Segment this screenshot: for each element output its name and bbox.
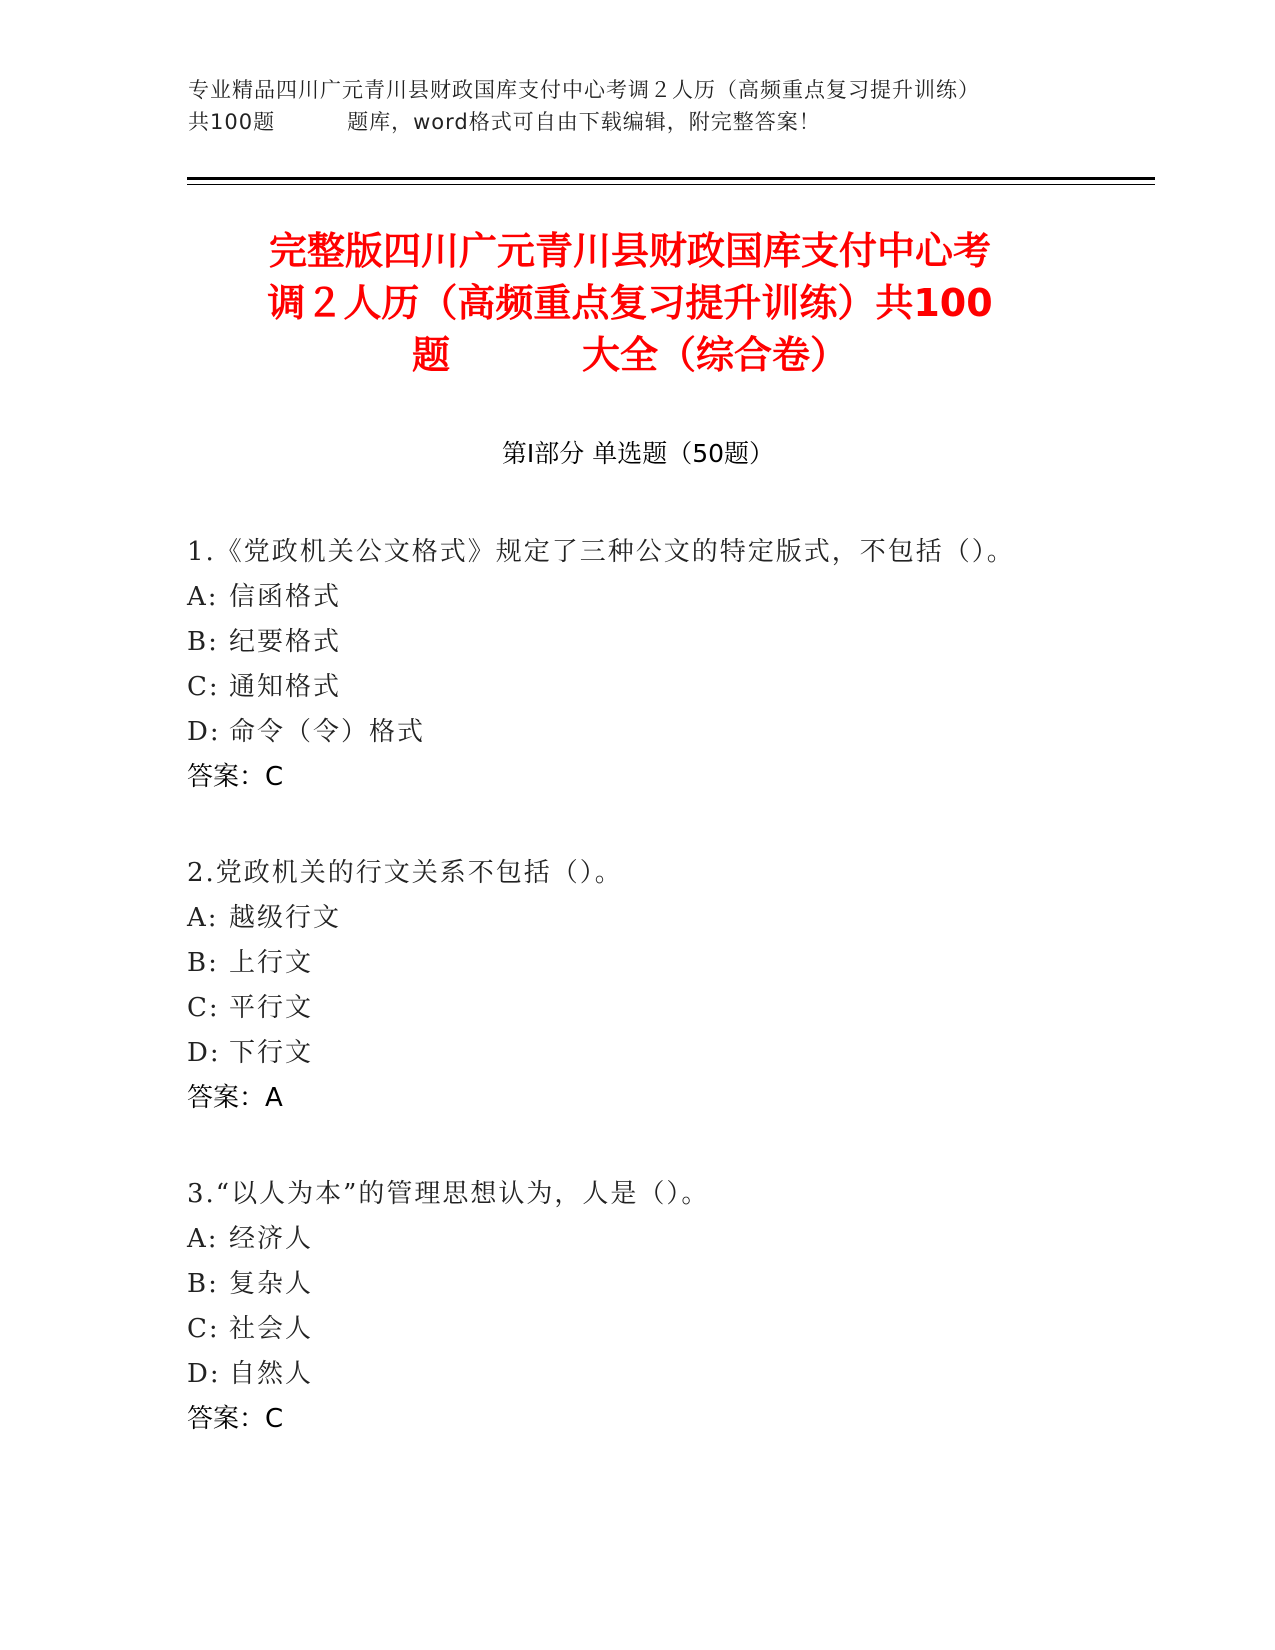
- question-2: [187, 851, 1137, 1121]
- option-text: 自然人: [229, 1359, 314, 1389]
- option-b: [187, 941, 1137, 986]
- option-key: A:: [187, 1224, 219, 1254]
- option-key: D:: [187, 1038, 221, 1068]
- option-key: C:: [187, 1314, 220, 1344]
- option-key: B:: [187, 627, 219, 657]
- option-a: [187, 575, 1137, 620]
- option-d: [187, 710, 1137, 755]
- option-key: A:: [187, 582, 219, 612]
- option-key: C:: [187, 993, 220, 1023]
- question-3: [187, 1172, 1137, 1442]
- question-stem: 1.《党政机关公文格式》规定了三种公文的特定版式，不包括（）。: [187, 537, 1015, 567]
- option-text: 社会人: [229, 1314, 314, 1344]
- header-count: 共100题: [188, 110, 276, 134]
- section-title: 第Ⅰ部分 单选题（50题）: [501, 439, 775, 468]
- option-d: [187, 1352, 1137, 1397]
- option-a: [187, 896, 1137, 941]
- option-a: [187, 1217, 1137, 1262]
- option-b: [187, 1262, 1137, 1307]
- question-list: [187, 530, 1137, 1493]
- option-key: B:: [187, 1269, 219, 1299]
- option-key: C:: [187, 672, 220, 702]
- question-1: [187, 530, 1137, 800]
- option-c: [187, 986, 1137, 1031]
- main-title-line-1: 完整版四川广元青川县财政国库支付中心考: [268, 229, 991, 273]
- answer-line: 答案：C: [187, 762, 284, 792]
- option-c: [187, 665, 1137, 710]
- question-stem: 2.党政机关的行文关系不包括（）。: [187, 858, 623, 888]
- header-divider-thick: [187, 177, 1155, 180]
- option-text: 下行文: [229, 1038, 314, 1068]
- option-text: 命令（令）格式: [229, 717, 426, 747]
- option-c: [187, 1307, 1137, 1352]
- option-key: D:: [187, 1359, 221, 1389]
- option-text: 经济人: [229, 1224, 314, 1254]
- option-text: 平行文: [229, 993, 314, 1023]
- answer-line: 答案：C: [187, 1404, 284, 1434]
- answer-line: 答案：A: [187, 1083, 283, 1113]
- option-text: 上行文: [229, 948, 314, 978]
- option-key: D:: [187, 717, 221, 747]
- option-key: A:: [187, 903, 219, 933]
- main-title-line-3: [180, 329, 1080, 381]
- option-text: 通知格式: [229, 672, 342, 702]
- question-stem: 3.“以人为本”的管理思想认为，人是（）。: [187, 1179, 710, 1209]
- header-line-1: 专业精品四川广元青川县财政国库支付中心考调２人历（高频重点复习提升训练）: [188, 78, 980, 102]
- header-description: 题库，word格式可自由下载编辑，附完整答案！: [347, 110, 821, 134]
- document-header: [188, 74, 1088, 138]
- main-title-line-3-end: 大全（综合卷）: [582, 333, 849, 377]
- header-divider-thin: [187, 184, 1155, 185]
- main-title: [180, 225, 1080, 381]
- option-text: 纪要格式: [229, 627, 342, 657]
- option-b: [187, 620, 1137, 665]
- main-title-line-3-start: 题: [411, 333, 450, 377]
- main-title-line-2: 调２人历（高频重点复习提升训练）共100: [267, 281, 993, 325]
- option-text: 复杂人: [229, 1269, 314, 1299]
- header-line-2: [188, 106, 1088, 138]
- option-d: [187, 1031, 1137, 1076]
- option-text: 越级行文: [229, 903, 342, 933]
- option-text: 信函格式: [229, 582, 342, 612]
- option-key: B:: [187, 948, 219, 978]
